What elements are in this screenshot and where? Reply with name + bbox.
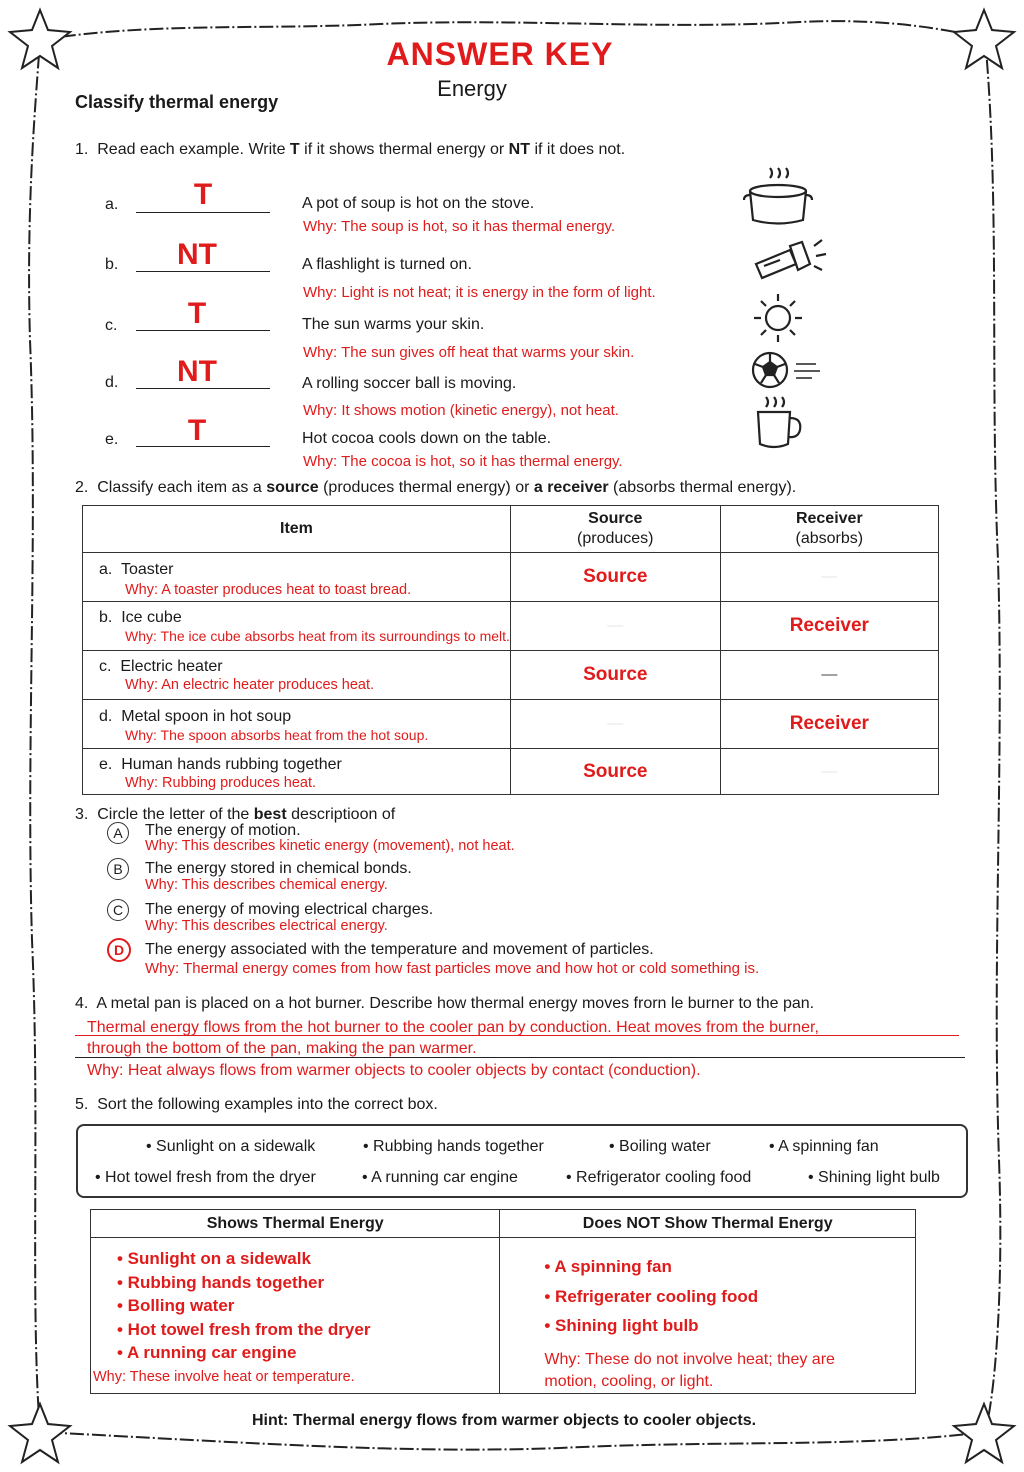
item-why: Why: Light is not heat; it is energy in the form of light. xyxy=(303,284,656,301)
answer-line xyxy=(75,1035,959,1036)
subject-title: Energy xyxy=(437,76,507,101)
soup-pot-icon xyxy=(740,165,820,229)
option-text: The energy of motion. xyxy=(145,822,301,839)
header-source: Source (produces) xyxy=(510,506,720,553)
answer-value: NT xyxy=(177,238,217,271)
q4-prompt: 4. A metal pan is placed on a hot burner. Describe how thermal energy moves frorn le burner to the pan. xyxy=(75,995,815,1012)
item-text: A pot of soup is hot on the stove. xyxy=(302,195,535,212)
bank-item: • Sunlight on a sidewalk xyxy=(146,1138,316,1155)
col2-header: Does NOT Show Thermal Energy xyxy=(500,1210,916,1238)
option-letter[interactable]: A xyxy=(107,822,129,844)
q3-prompt: 3. Circle the letter of the best descriptioon of xyxy=(75,806,396,823)
item-letter: b. xyxy=(105,256,119,273)
answer-value: T xyxy=(187,297,207,330)
item-why: Why: It shows motion (kinetic energy), not heat. xyxy=(303,402,619,419)
list-item: • Rubbing hands together xyxy=(117,1272,325,1292)
item-letter: c. xyxy=(105,317,118,334)
flashlight-icon xyxy=(750,236,830,280)
bank-item: • Boiling water xyxy=(609,1138,711,1155)
header-receiver: Receiver (absorbs) xyxy=(720,506,938,553)
bank-item: • Shining light bulb xyxy=(808,1169,940,1186)
not-thermal-column xyxy=(500,1238,916,1394)
col2-why: motion, cooling, or light. xyxy=(544,1372,714,1390)
option-letter[interactable]: B xyxy=(107,858,129,880)
item-text: The sun warms your skin. xyxy=(302,316,485,333)
source-receiver-table xyxy=(82,505,939,795)
item-letter: a. xyxy=(105,196,119,213)
answer-key-title: ANSWER KEY xyxy=(386,36,614,72)
col1-why: Why: These involve heat or temperature. xyxy=(93,1368,355,1385)
table-row: b. Ice cube Why: The ice cube absorbs heat from its surroundings to melt. — Receiver xyxy=(83,602,939,651)
table-header-row xyxy=(83,506,939,553)
option-letter-selected[interactable]: D xyxy=(107,938,131,962)
section-title: Classify thermal energy xyxy=(75,92,279,112)
answer-blank xyxy=(136,330,270,331)
option-why: Why: This describes chemical energy. xyxy=(145,877,388,893)
option-text: The energy associated with the temperature and movement of particles. xyxy=(145,941,654,958)
list-item: • Refrigerater cooling food xyxy=(544,1286,759,1306)
thermal-column xyxy=(91,1238,500,1394)
bank-item: • Hot towel fresh from the dryer xyxy=(95,1169,316,1186)
list-item: • Shining light bulb xyxy=(544,1316,699,1335)
col2-why: Why: These do not involve heat; they are xyxy=(544,1350,835,1368)
item-why: Why: The cocoa is hot, so it has thermal energy. xyxy=(303,453,623,470)
sort-table xyxy=(90,1209,916,1394)
list-item: • A running car engine xyxy=(117,1343,297,1362)
q2-prompt: 2. Classify each item as a source (produces thermal energy) or a receiver (absorbs thermal energy). xyxy=(75,479,797,496)
table-row: a. Toaster Why: A toaster produces heat to toast bread. Source — xyxy=(83,553,939,602)
item-why: Why: The soup is hot, so it has thermal energy. xyxy=(303,218,616,235)
soccer-ball-icon xyxy=(750,350,824,392)
item-letter: e. xyxy=(105,431,119,448)
answer-value: T xyxy=(187,414,207,447)
answer-blank xyxy=(136,388,270,389)
option-letter[interactable]: C xyxy=(107,899,129,921)
bank-item: • Rubbing hands together xyxy=(363,1138,544,1155)
option-text: The energy of moving electrical charges. xyxy=(145,901,434,918)
table-row: d. Metal spoon in hot soup Why: The spoon absorbs heat from the hot soup. — Receiver xyxy=(83,700,939,749)
list-item: • Bolling water xyxy=(117,1296,235,1315)
item-why: Why: The sun gives off heat that warms your skin. xyxy=(303,344,635,361)
answer-value: T xyxy=(193,178,213,211)
q4-answer-line1: Thermal energy flows from the hot burner to the cooler pan by conduction. Heat moves from the burner, xyxy=(87,1019,819,1036)
col1-header: Shows Thermal Energy xyxy=(91,1210,500,1238)
answer-blank xyxy=(136,271,270,272)
list-item: • Hot towel fresh from the dryer xyxy=(117,1319,371,1339)
option-text: The energy stored in chemical bonds. xyxy=(145,860,412,877)
sun-icon xyxy=(752,290,808,346)
item-letter: d. xyxy=(105,374,119,391)
option-why: Why: Thermal energy comes from how fast particles move and how hot or cold something is. xyxy=(145,960,760,977)
item-text: A rolling soccer ball is moving. xyxy=(302,375,517,392)
header-item: Item xyxy=(83,506,511,553)
item-text: Hot cocoa cools down on the table. xyxy=(302,430,552,447)
cocoa-mug-icon xyxy=(752,394,808,452)
table-row: e. Human hands rubbing together Why: Rubbing produces heat. Source — xyxy=(83,749,939,795)
q5-prompt: 5. Sort the following examples into the correct box. xyxy=(75,1096,438,1113)
answer-blank xyxy=(136,212,270,213)
q4-why: Why: Heat always flows from warmer objects to cooler objects by contact (conduction). xyxy=(87,1062,701,1079)
bank-item: • Refrigerator cooling food xyxy=(566,1169,752,1186)
option-why: Why: This describes kinetic energy (movement), not heat. xyxy=(145,838,515,854)
hint-text: Hint: Thermal energy flows from warmer objects to cooler objects. xyxy=(251,1412,757,1429)
item-text: A flashlight is turned on. xyxy=(302,256,472,273)
bank-item: • A running car engine xyxy=(362,1169,518,1186)
q1-prompt: 1. Read each example. Write T if it shows thermal energy or NT if it does not. xyxy=(75,141,626,158)
bank-item: • A spinning fan xyxy=(769,1138,879,1155)
answer-value: NT xyxy=(177,355,217,388)
q4-answer-line2: through the bottom of the pan, making the pan warmer. xyxy=(87,1040,477,1057)
list-item: • A spinning fan xyxy=(544,1257,672,1276)
answer-line xyxy=(75,1057,965,1058)
table-row: c. Electric heater Why: An electric heater produces heat. Source — xyxy=(83,651,939,700)
option-why: Why: This describes electrical energy. xyxy=(145,918,388,934)
list-item: • Sunlight on a sidewalk xyxy=(117,1249,311,1268)
answer-blank xyxy=(136,446,270,447)
